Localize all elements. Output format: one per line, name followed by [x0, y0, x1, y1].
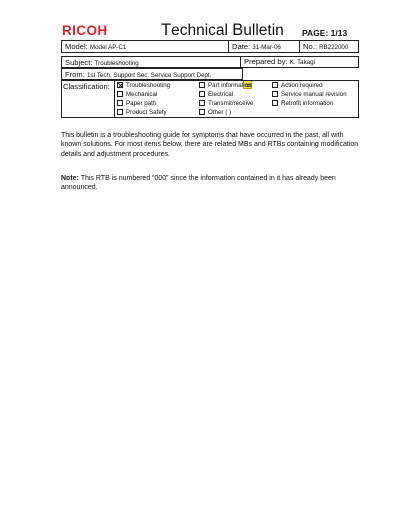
model-row	[61, 40, 359, 53]
option-label: Electrical	[208, 91, 234, 98]
classification-option[interactable]	[272, 81, 347, 90]
option-label: Service manual revision	[281, 91, 347, 98]
bulletin-header	[56, 20, 356, 42]
option-label: Retrofit information	[281, 100, 334, 107]
classification-options	[114, 81, 358, 117]
note-label: Note:	[61, 175, 79, 182]
classification-option[interactable]	[272, 99, 347, 108]
classification-option[interactable]	[117, 90, 170, 99]
classification-option[interactable]	[199, 81, 254, 90]
intro-paragraph: This bulletin is a troubleshooting guide for symptoms that have occurred in the past, all with known solutions. For most items below, there are related MBs and RTBs containing modification details and adjustment procedures.	[61, 132, 359, 158]
checkbox[interactable]	[199, 109, 205, 115]
checkbox[interactable]	[117, 109, 123, 115]
note-text: This RTB is numbered “000” since the information contained in it has already been announced.	[61, 175, 336, 192]
checkbox[interactable]	[272, 100, 278, 106]
classification-option[interactable]	[199, 99, 254, 108]
checkbox[interactable]	[272, 82, 278, 88]
date-field: Date: 31-Mar-06	[232, 42, 281, 51]
checkbox[interactable]	[117, 100, 123, 106]
classification-box	[61, 80, 359, 118]
option-label: Troubleshooting	[126, 82, 171, 89]
checkbox[interactable]	[199, 100, 205, 106]
checkbox[interactable]	[117, 82, 123, 88]
classification-column-2	[199, 81, 254, 117]
page-number: PAGE: 1/13	[302, 28, 348, 38]
option-label: Part information	[208, 82, 252, 89]
ricoh-logo: RICOH	[62, 23, 108, 38]
option-label: Action required	[281, 82, 323, 89]
number-cell	[299, 41, 358, 52]
note-paragraph	[61, 174, 361, 193]
option-label: Product Safety	[126, 109, 167, 116]
classification-option[interactable]	[117, 99, 170, 108]
classification-option[interactable]	[199, 90, 254, 99]
classification-column-1	[117, 81, 170, 117]
subject-row	[61, 56, 359, 68]
checkbox[interactable]	[117, 91, 123, 97]
option-label: Mechanical	[126, 91, 158, 98]
prepared-cell	[240, 57, 358, 67]
classification-option[interactable]	[117, 81, 170, 90]
checkbox[interactable]	[199, 91, 205, 97]
classification-option[interactable]	[117, 108, 170, 117]
from-field: From: 1st Tech. Support Sec. Service Support Dept.	[65, 70, 212, 79]
classification-option[interactable]	[272, 90, 347, 99]
model-field: Model: Model AP-C1	[65, 42, 127, 51]
classification-label: Classification:	[63, 82, 110, 91]
subject-field: Subject: Troubleshooting	[65, 58, 139, 67]
option-label: Other ( )	[208, 109, 232, 116]
bulletin-title: Technical Bulletin	[161, 21, 284, 39]
checkbox[interactable]	[199, 82, 205, 88]
option-label: Transmit/receive	[208, 100, 254, 107]
from-row	[61, 68, 243, 80]
option-label: Paper path	[126, 100, 157, 107]
checkbox[interactable]	[272, 91, 278, 97]
prepared-field: Prepared by: K. Takagi	[244, 57, 315, 66]
classification-option[interactable]	[199, 108, 254, 117]
classification-column-3	[272, 81, 347, 108]
number-field: No.: RB222000	[303, 42, 349, 51]
